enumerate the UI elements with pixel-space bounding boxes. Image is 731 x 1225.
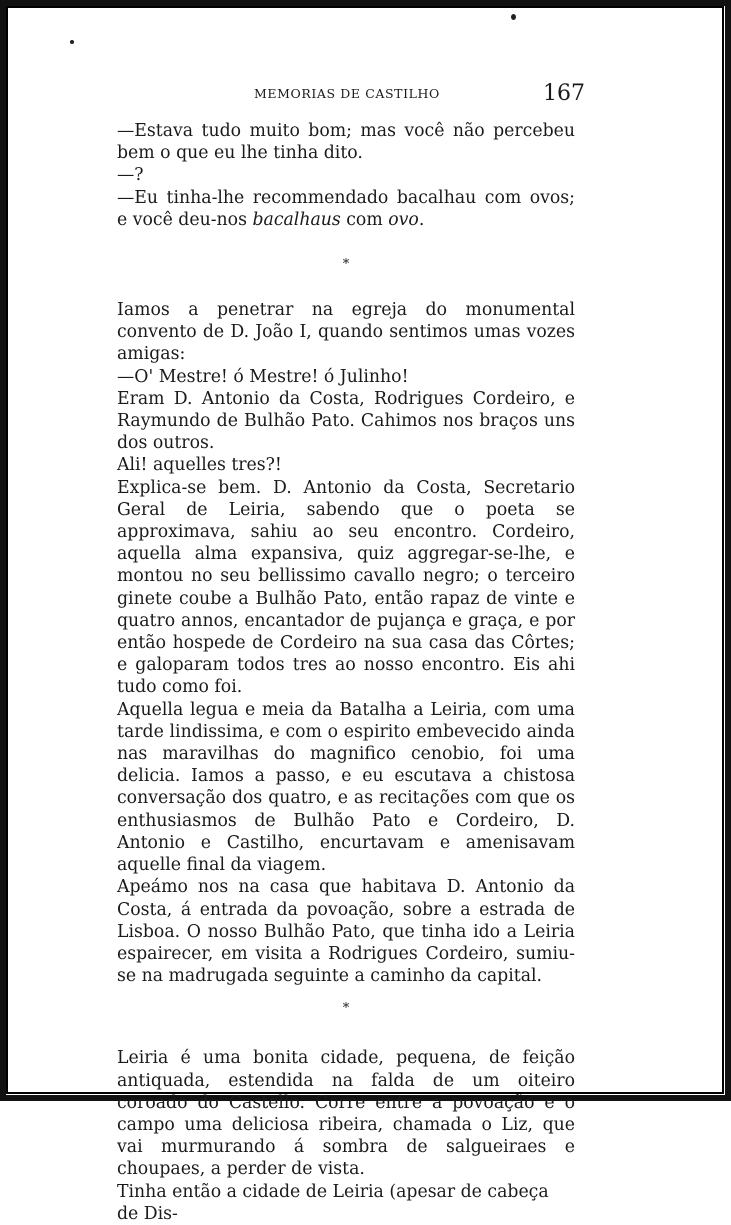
paragraph: —O' Mestre! ó Mestre! ó Julinho! — [117, 366, 409, 387]
leiria-section — [117, 1047, 575, 1225]
paragraph: Eram D. Antonio da Costa, Rodrigues Cordeiro, e Raymundo de Bulhão Pato. Cahimos nos braços uns dos outros. — [117, 388, 575, 454]
dialogue-text: . — [418, 209, 425, 230]
paragraph: Tinha então a cidade de Leiria (apesar de cabeça de Dis- — [117, 1181, 549, 1224]
paragraph: Explica-se bem. D. Antonio da Costa, Secretario Geral de Leiria, sabendo que o poeta se approximava, sahiu ao seu encontro. Cordeiro, aquella alma expansiva, quiz aggregar-se-lhe, e montou no seu bellissimo cavallo negro; o terceiro ginete coube a Bulhão Pato, então rapaz de vinte e quatro annos, encantador de pujança e graça, e por então hospede de Cordeiro na sua casa das Côrtes; e galoparam todos tres ao nosso encontro. Eis ahi tudo como foi. — [117, 477, 575, 698]
paragraph: Leiria é uma bonita cidade, pequena, de feição antiquada, estendida na falda de um oiteiro coroado do Castello. Corre entre a povoação e o campo uma deliciosa ribeira, chamada o Liz, que vai murmurando á sombra de salgueiraes e choupaes, a perder de vista. — [117, 1048, 575, 1180]
section-separator: * — [342, 1001, 350, 1017]
page-number: 167 — [543, 81, 585, 106]
page-body — [117, 120, 575, 1225]
paragraph: Apeámo nos na casa que habitava D. Antonio da Costa, á entrada da povoação, sobre a estrada de Lisboa. O nosso Bulhão Pato, que tinha ido a Leiria espairecer, em visita a Rodrigues Cordeiro, sumiu-se na madrugada seguinte a caminho da capital. — [117, 877, 575, 987]
section-separator: * — [342, 257, 350, 273]
ink-speck — [511, 14, 516, 20]
dialogue-line — [117, 187, 575, 231]
dialogue-section — [117, 120, 575, 231]
page-header — [0, 81, 731, 108]
paragraph: Ali! aquelles tres?! — [117, 455, 282, 476]
running-title: MEMORIAS DE CASTILHO — [254, 86, 440, 101]
paragraph: Aquella legua e meia da Batalha a Leiria, com uma tarde lindissima, e com o espirito embevecido ainda nas maravilhas do magnifico cenobio, foi uma delicia. Iamos a passo, e eu escutava a chistosa conversação dos quatro, e as recitações com que os enthusiasmos de Bulhão Pato e Cordeiro, D. Antonio e Castilho, encurtavam e amenisavam aquelle final da viagem. — [117, 699, 575, 876]
ink-speck — [70, 40, 74, 44]
italic-word: ovo — [388, 209, 419, 230]
dialogue-line: —? — [117, 165, 144, 186]
dialogue-text: com — [340, 209, 389, 230]
italic-word: bacalhaus — [252, 209, 341, 230]
dialogue-text: —Eu tinha-lhe recommendado bacalhau com ovos; e você deu-nos — [117, 187, 575, 230]
narrative-section — [117, 299, 575, 987]
paragraph: Iamos a penetrar na egreja do monumental convento de D. João I, quando sentimos umas vozes amigas: — [117, 300, 575, 365]
dialogue-line: —Estava tudo muito bom; mas você não percebeu bem o que eu lhe tinha dito. — [117, 121, 575, 164]
